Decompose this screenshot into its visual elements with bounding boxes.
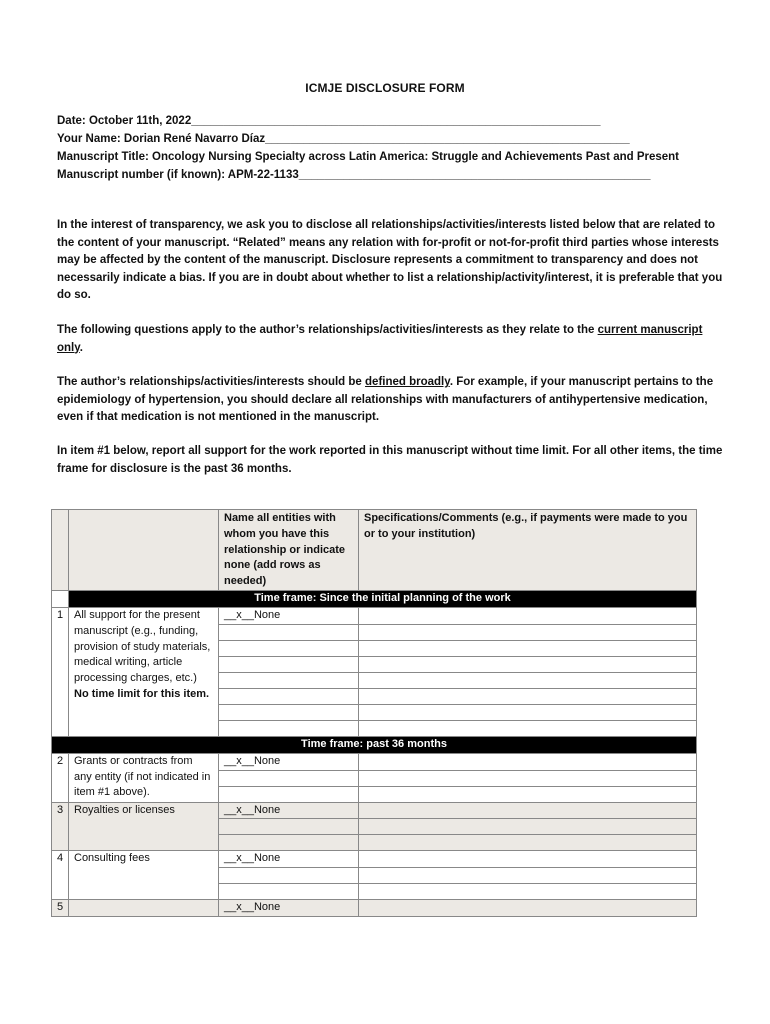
item-2-entity-field[interactable]: __x__None <box>219 753 359 770</box>
form-title: ICMJE DISCLOSURE FORM <box>305 81 465 95</box>
specs-field[interactable] <box>359 786 697 802</box>
table-row <box>52 607 697 624</box>
entity-field[interactable] <box>219 656 359 672</box>
name-line: Your Name: Dorian René Navarro Díaz_________________________________________________________ <box>57 133 630 145</box>
time-frame-band-1 <box>52 590 697 607</box>
specs-field[interactable] <box>359 720 697 736</box>
item-5-num: 5 <box>52 900 69 917</box>
disclosure-table <box>51 509 697 917</box>
band-1-spacer <box>52 590 69 607</box>
specs-field[interactable] <box>359 835 697 851</box>
header-entities: Name all entities with whom you have this relationship or indicate none (add rows as needed) <box>219 510 359 591</box>
item-1-note: No time limit for this item. <box>74 687 210 700</box>
manuscript-number-line: Manuscript number (if known): APM-22-1133_______________________________________________________ <box>57 169 651 181</box>
item-3-entity-field[interactable]: __x__None <box>219 802 359 819</box>
specs-field[interactable] <box>359 656 697 672</box>
item-4-label: Consulting fees <box>69 851 219 900</box>
header-num-cell <box>52 510 69 591</box>
band-1-label: Time frame: Since the initial planning of the work <box>69 590 697 607</box>
table-row <box>52 753 697 770</box>
table-header-row <box>52 510 697 591</box>
item-3-num: 3 <box>52 802 69 851</box>
specs-field[interactable] <box>359 884 697 900</box>
item-5-specs-field[interactable] <box>359 900 697 917</box>
entity-field[interactable] <box>219 868 359 884</box>
item-1-label-cell <box>69 607 219 736</box>
item-3-specs-field[interactable] <box>359 802 697 819</box>
entity-field[interactable] <box>219 640 359 656</box>
item-1-specs-field[interactable] <box>359 607 697 624</box>
intro-p3-underline: defined broadly <box>365 376 450 388</box>
item-2-label: Grants or contracts from any entity (if not indicated in item #1 above). <box>69 753 219 802</box>
item-4-entity-field[interactable]: __x__None <box>219 851 359 868</box>
intro-p2-underline: current manuscript only <box>57 324 703 354</box>
entity-field[interactable] <box>219 624 359 640</box>
item-4-num: 4 <box>52 851 69 900</box>
intro-p2-end: . <box>79 341 83 354</box>
item-1-num: 1 <box>52 607 69 736</box>
entity-field[interactable] <box>219 819 359 835</box>
item-5-entity-field[interactable]: __x__None <box>219 900 359 917</box>
intro-paragraph-3 <box>57 374 725 427</box>
intro-paragraph-4: In item #1 below, report all support for the work reported in this manuscript without time limit. For all other items, the time frame for disclosure is the past 36 months. <box>57 445 723 475</box>
item-2-num: 2 <box>52 753 69 802</box>
specs-field[interactable] <box>359 819 697 835</box>
item-3-label: Royalties or licenses <box>69 802 219 851</box>
item-1-entity-field[interactable]: __x__None <box>219 607 359 624</box>
item-5-label <box>69 900 219 917</box>
entity-field[interactable] <box>219 672 359 688</box>
table-row <box>52 802 697 819</box>
intro-p3-text: The author’s relationships/activities/interests should be <box>57 376 366 388</box>
item-1-label: All support for the present manuscript (e.g., funding, provision of study materials, medical writing, article processing charges, etc.) <box>74 608 211 685</box>
entity-field[interactable] <box>219 835 359 851</box>
header-specs: Specifications/Comments (e.g., if payments were made to you or to your institution) <box>359 510 697 591</box>
time-frame-band-2 <box>52 736 697 753</box>
specs-field[interactable] <box>359 868 697 884</box>
specs-field[interactable] <box>359 624 697 640</box>
item-4-specs-field[interactable] <box>359 851 697 868</box>
specs-field[interactable] <box>359 672 697 688</box>
header-label-cell <box>69 510 219 591</box>
specs-field[interactable] <box>359 688 697 704</box>
band-2-label: Time frame: past 36 months <box>52 736 697 753</box>
item-2-specs-field[interactable] <box>359 753 697 770</box>
manuscript-title-line: Manuscript Title: Oncology Nursing Specialty across Latin America: Struggle and Achievements Past and Present <box>57 151 680 163</box>
date-line: Date: October 11th, 2022________________________________________________________________ <box>57 115 601 127</box>
entity-field[interactable] <box>219 720 359 736</box>
entity-field[interactable] <box>219 770 359 786</box>
intro-p2-text: The following questions apply to the author’s relationships/activities/interests as they relate to the <box>57 324 598 336</box>
intro-paragraph-2 <box>57 322 725 357</box>
entity-field[interactable] <box>219 786 359 802</box>
specs-field[interactable] <box>359 704 697 720</box>
specs-field[interactable] <box>359 640 697 656</box>
table-row <box>52 900 697 917</box>
specs-field[interactable] <box>359 770 697 786</box>
intro-paragraph-1: In the interest of transparency, we ask you to disclose all relationships/activities/interests listed below that are related to the content of your manuscript. “Related” means any relation with for-profit or not-for-profit third parties whose interests may be affected by the content of the manuscript. Disclosure represents a commitment to transparency and does not necessarily indicate a bias. If you are in doubt about whether to list a relationship/activity/interest, it is preferable that you do so. <box>57 219 723 301</box>
entity-field[interactable] <box>219 688 359 704</box>
entity-field[interactable] <box>219 704 359 720</box>
table-row <box>52 851 697 868</box>
intro-p3-rest: . For example, if your manuscript pertains to the epidemiology of hypertension, you should declare all relationships with manufacturers of antihypertensive medication, even if that medication is not mentioned in the manuscript. <box>57 376 714 423</box>
entity-field[interactable] <box>219 884 359 900</box>
